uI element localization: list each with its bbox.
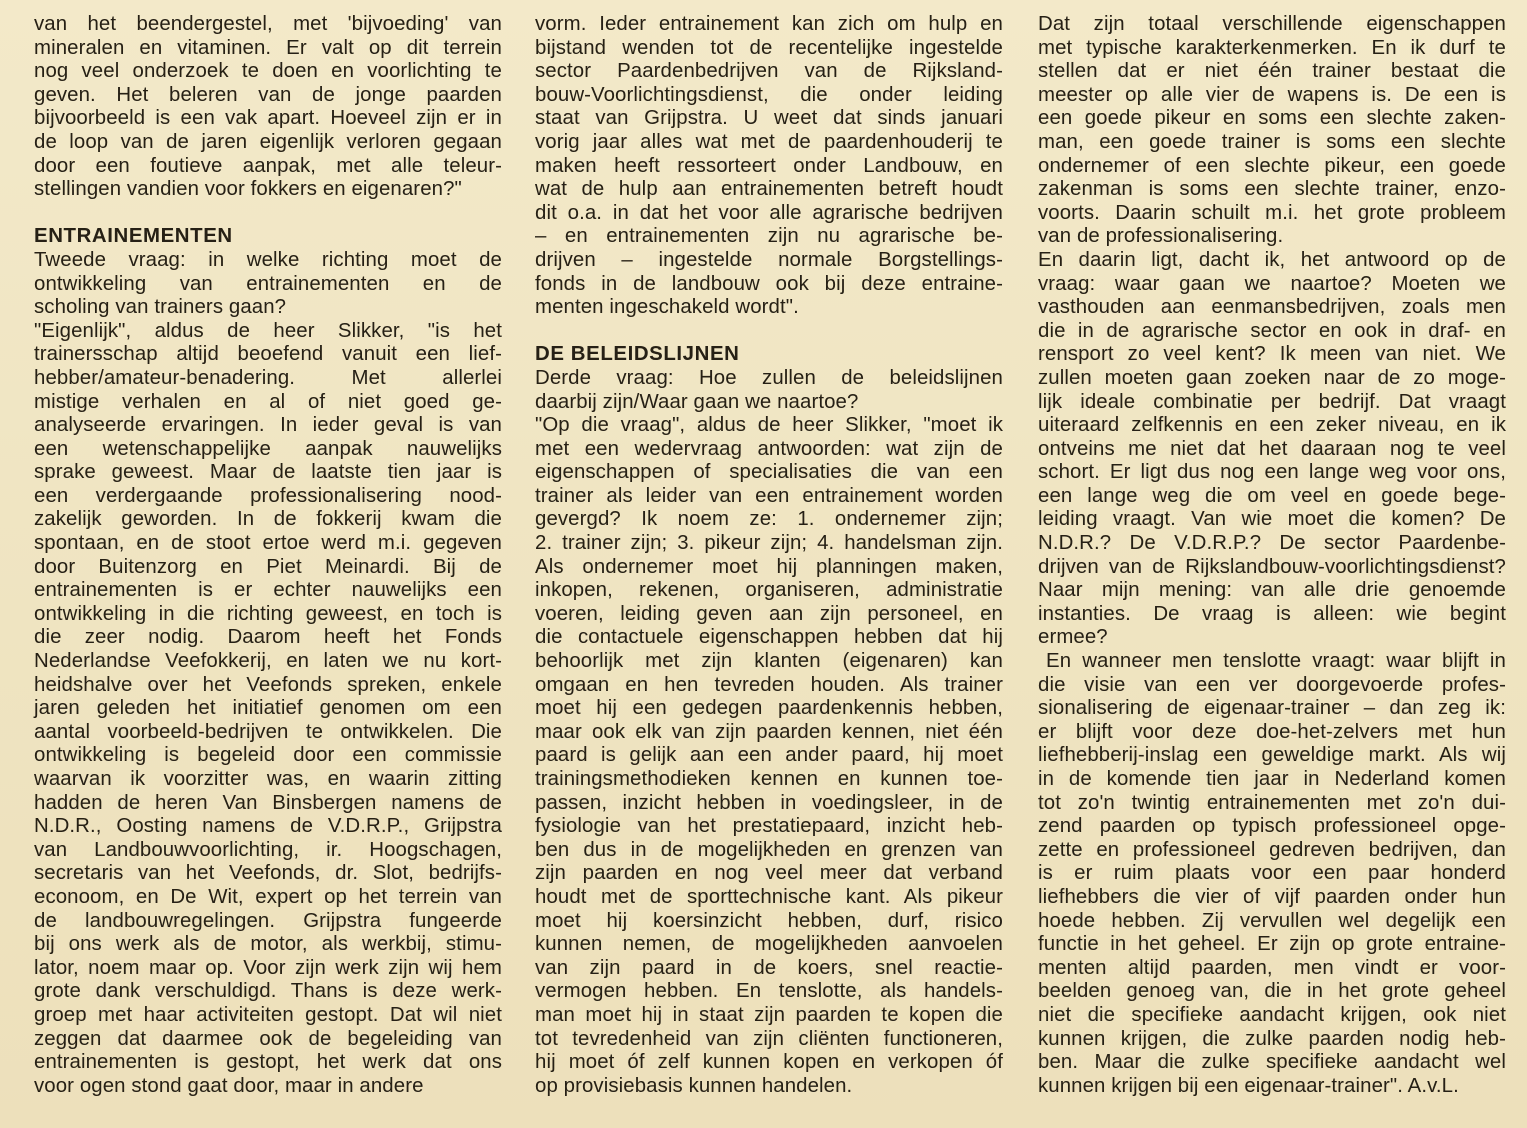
text-line: ben dus in de mogelijkheden en grenzen van	[535, 838, 1003, 861]
text-line: die visie van een ver doorgevoerde profes-	[1038, 673, 1506, 696]
text-line: ben. Maar die zulke specifieke aandacht wel	[1038, 1051, 1506, 1074]
text-line: mineralen en vitaminen. Er valt op dit terrein	[34, 36, 502, 59]
text-line: Nederlandse Veefokkerij, en laten we nu kort-	[34, 650, 502, 673]
text-line: menten altijd paarden, men vindt er voor-	[1038, 956, 1506, 979]
text-line: schort. Er ligt dus nog een lange weg voor ons,	[1038, 461, 1506, 484]
text-line: op provisiebasis kunnen handelen.	[535, 1074, 853, 1097]
text-line: zakenman is soms een slechte trainer, enzo-	[1038, 178, 1506, 201]
text-line: zette en professioneel gedreven bedrijven, dan	[1038, 838, 1506, 861]
blank-line	[34, 202, 502, 226]
text-line: vasthouden aan eenmansbedrijven, zoals men	[1038, 296, 1506, 319]
text-line: analyseerde ervaringen. In ieder geval is van	[34, 414, 502, 437]
blank-line	[535, 320, 1003, 344]
text-line: kunnen krijgen bij een eigenaar-trainer". A.v.L.	[1038, 1074, 1459, 1097]
text-line: van zijn paard in de koers, snel reactie-	[535, 956, 1003, 979]
text-line: lator, noem maar op. Voor zijn werk zijn wij hem	[34, 956, 502, 979]
text-line: Als ondernemer moet hij planningen maken,	[535, 555, 1003, 578]
text-line: jaren geleden het initiatief genomen om een	[34, 697, 502, 720]
text-line: voor ogen stond gaat door, maar in andere	[34, 1074, 424, 1097]
text-line: stellingen vandien voor fokkers en eigenaren?"	[34, 178, 462, 201]
text-line: door een foutieve aanpak, met alle teleur-	[34, 154, 502, 177]
text-line: functie in het geheel. Er zijn op grote entraine-	[1038, 933, 1506, 956]
text-line: rensport zo veel kent? Ik meen van niet. We	[1038, 343, 1506, 366]
text-line: aantal voorbeeld-bedrijven te ontwikkelen. Die	[34, 720, 502, 743]
text-line: hoede hebben. Zij vervullen wel degelijk een	[1038, 909, 1506, 932]
text-line: ermee?	[1038, 626, 1108, 649]
text-line: die contactuele eigenschappen hebben dat hij	[535, 626, 1003, 649]
text-line: tot zo'n twintig entrainementen met zo'n dui-	[1038, 791, 1506, 814]
text-line: Naar mijn mening: van alle drie genoemde	[1038, 579, 1506, 602]
column-1	[34, 13, 502, 1098]
text-line: gevergd? Ik noem ze: 1. ondernemer zijn;	[535, 508, 1003, 531]
text-line: Dat zijn totaal verschillende eigenschappen	[1038, 13, 1506, 35]
text-line: de landbouwregelingen. Grijpstra fungeerde	[34, 909, 502, 932]
text-line: fysiologie van het prestatiepaard, inzicht heb-	[535, 815, 1003, 838]
text-line: ontveins me niet dat het daaraan nog te veel	[1038, 437, 1506, 460]
text-line: meester op alle vier de wapens is. De een is	[1038, 83, 1506, 106]
text-line: behoorlijk met zijn klanten (eigenaren) kan	[535, 650, 1003, 673]
text-line: moet hij koersinzicht hebben, durf, risico	[535, 909, 1003, 932]
text-line: van Landbouwvoorlichting, ir. Hoogschagen,	[34, 838, 502, 861]
text-line: geven. Het beleren van de jonge paarden	[34, 83, 502, 106]
text-line: liefhebbers die vier of vijf paarden onder hun	[1038, 885, 1506, 908]
text-line: inkopen, rekenen, organiseren, administratie	[535, 579, 1003, 602]
text-line: sionalisering de eigenaar-trainer – dan zeg ik:	[1038, 697, 1506, 720]
text-line: voeren, leiding geven aan zijn personeel, en	[535, 602, 1003, 625]
text-line: "Op die vraag", aldus de heer Slikker, "moet ik	[535, 414, 1003, 437]
text-line: grote dank verschuldigd. Thans is deze werk-	[34, 980, 502, 1003]
text-line: leiding vraagt. Van wie moet die komen? De	[1038, 508, 1506, 531]
text-line: mistige verhalen en al of niet goed ge-	[34, 390, 502, 413]
text-line: die in de agrarische sector en ook in draf- en	[1038, 319, 1506, 342]
text-line: moet hij een gedegen paardenkennis hebben,	[535, 697, 1003, 720]
text-line: trainersschap altijd beoefend vanuit een lief-	[34, 343, 502, 366]
text-line: bijvoorbeeld is een vak apart. Hoeveel zijn er in	[34, 107, 502, 130]
text-line: een wetenschappelijke aanpak nauwelijks	[34, 437, 502, 460]
text-line: daarbij zijn/Waar gaan we naartoe?	[535, 390, 859, 413]
text-line: menten ingeschakeld wordt".	[535, 296, 799, 319]
text-line: passen, inzicht hebben in voedingsleer, in de	[535, 791, 1003, 814]
text-line: sprake geweest. Maar de laatste tien jaar is	[34, 461, 502, 484]
text-line: tot tevredenheid van zijn cliënten functioneren,	[535, 1027, 1003, 1050]
text-line: fonds in de landbouw ook bij deze entraine-	[535, 272, 1003, 295]
text-line: hadden de heren Van Binsbergen namens de	[34, 791, 502, 814]
text-line: nog veel onderzoek te doen en voorlichting te	[34, 60, 502, 83]
text-line: de loop van de jaren eigenlijk verloren gegaan	[34, 130, 502, 153]
text-line: vermogen hebben. En tenslotte, als handels-	[535, 980, 1003, 1003]
column-3	[1038, 13, 1506, 1098]
text-line: sector Paardenbedrijven van de Rijksland-	[535, 60, 1003, 83]
text-line: omgaan en hen tevreden houden. Als trainer	[535, 673, 1003, 696]
text-line: – en entrainementen zijn nu agrarische be-	[535, 225, 1003, 248]
text-line: een lange weg die om veel en goede bege-	[1038, 484, 1506, 507]
text-line: kunnen nemen, de mogelijkheden aanvoelen	[535, 933, 1003, 956]
text-line: niet die specifieke aandacht krijgen, ook niet	[1038, 1003, 1506, 1026]
text-line: bouw-Voorlichtingsdienst, die onder leiding	[535, 83, 1003, 106]
text-line: staat van Grijpstra. U weet dat sinds januari	[535, 107, 1003, 130]
text-line: Tweede vraag: in welke richting moet de	[34, 248, 502, 271]
text-line: uiteraard zelfkennis en een zeker niveau, en ik	[1038, 414, 1506, 437]
text-line: N.D.R., Oosting namens de V.D.R.P., Grijpstra	[34, 815, 502, 838]
text-line: van het beendergestel, met 'bijvoeding' van	[34, 13, 502, 35]
text-line: man, een goede trainer is soms een slechte	[1038, 130, 1506, 153]
text-line: eigenschappen of specialisaties die van een	[535, 461, 1003, 484]
text-line: van de professionalisering.	[1038, 225, 1284, 248]
text-line: instanties. De vraag is alleen: wie begint	[1038, 602, 1506, 625]
text-line: hebber/amateur-benadering. Met allerlei	[34, 366, 502, 389]
text-line: door Buitenzorg en Piet Meinardi. Bij de	[34, 555, 502, 578]
text-line: "Eigenlijk", aldus de heer Slikker, "is het	[34, 319, 502, 342]
text-line: secretaris van het Veefonds, dr. Slot, bedrijfs-	[34, 862, 502, 885]
text-line: hij moet óf zelf kunnen kopen en verkopen óf	[535, 1051, 1003, 1074]
section-heading: ENTRAINEMENTEN	[34, 225, 233, 248]
text-line: spontaan, en de stoot ertoe werd m.i. gegeven	[34, 532, 502, 555]
text-line: N.D.R.? De V.D.R.P.? De sector Paardenbe-	[1038, 532, 1506, 555]
text-line: beelden genoeg van, die in het grote geheel	[1038, 980, 1506, 1003]
text-line: En wanneer men tenslotte vraagt: waar blijft in	[1046, 650, 1506, 673]
text-line: zullen moeten gaan zoeken naar de zo moge-	[1038, 366, 1506, 389]
text-line: ondernemer of een slechte pikeur, een goede	[1038, 154, 1506, 177]
text-line: vorm. Ieder entrainement kan zich om hulp en	[535, 13, 1003, 35]
text-line: dit o.a. in dat het voor alle agrarische bedrijven	[535, 201, 1003, 224]
text-line: scholing van trainers gaan?	[34, 296, 287, 319]
text-line: een verdergaande professionalisering nood-	[34, 484, 502, 507]
column-2	[535, 13, 1003, 1098]
text-line: maar ook elk van zijn paarden kennen, niet één	[535, 720, 1003, 743]
text-line: ontwikkeling in die richting geweest, en toch is	[34, 602, 502, 625]
text-line: trainingsmethodieken kennen en kunnen toe-	[535, 768, 1003, 790]
text-line: is er ruim plaats voor een paar honderd	[1038, 862, 1506, 885]
text-line: vorig jaar alles wat met de paardenhouderij te	[535, 130, 1003, 153]
text-line: met typische karakterkenmerken. En ik durf te	[1038, 36, 1506, 59]
text-line: vraag: waar gaan we naartoe? Moeten we	[1038, 272, 1506, 295]
text-line: liefhebberij-inslag een geweldige markt. Als wij	[1038, 744, 1506, 767]
text-line: een goede pikeur en soms een slechte zaken-	[1038, 107, 1506, 130]
text-line: maken heeft ressorteert onder Landbouw, en	[535, 154, 1003, 177]
text-line: econoom, en De Wit, expert op het terrein van	[34, 885, 502, 908]
text-line: groep met haar activiteiten gestopt. Dat wil niet	[34, 1003, 502, 1026]
text-line: drijven van de Rijkslandbouw-voorlichtingsdienst?	[1038, 555, 1506, 578]
text-line: drijven – ingestelde normale Borgstellings-	[535, 248, 1003, 271]
text-line: lijk ideale combinatie per bedrijf. Dat vraagt	[1038, 390, 1506, 413]
text-line: zakelijk geworden. In de fokkerij kwam die	[34, 508, 502, 531]
text-line: houdt met de sporttechnische kant. Als pikeur	[535, 885, 1003, 908]
text-line: 2. trainer zijn; 3. pikeur zijn; 4. handelsman zijn.	[535, 532, 1003, 555]
text-line: bijstand wenden tot de recentelijke ingestelde	[535, 36, 1003, 59]
text-line: stellen dat er niet één trainer bestaat die	[1038, 60, 1506, 83]
text-line: voorts. Daarin schuilt m.i. het grote probleem	[1038, 201, 1506, 224]
text-line: ontwikkeling van entrainementen en de	[34, 272, 502, 295]
text-line: bij ons werk als de motor, als werkbij, stimu-	[34, 933, 502, 956]
text-line: er blijft voor deze doe-het-zelvers met hun	[1038, 720, 1506, 743]
text-line: ontwikkeling is begeleid door een commissie	[34, 744, 502, 767]
text-line: met een wedervraag antwoorden: wat zijn de	[535, 437, 1003, 460]
text-line: zijn paarden en nog veel meer dat verband	[535, 862, 1003, 885]
text-line: in de komende tien jaar in Nederland komen	[1038, 768, 1506, 790]
text-line: heidshalve over het Veefonds spreken, enkele	[34, 673, 502, 696]
text-line: entrainementen is er echter nauwelijks een	[34, 579, 502, 602]
section-heading: DE BELEIDSLIJNEN	[535, 343, 740, 366]
text-line: entrainementen is gestopt, het werk dat ons	[34, 1051, 502, 1074]
text-line: paard is gelijk aan een ander paard, hij moet	[535, 744, 1003, 767]
text-line: En daarin ligt, dacht ik, het antwoord op de	[1038, 248, 1506, 271]
text-line: man moet hij in staat zijn paarden te kopen die	[535, 1003, 1003, 1026]
text-line: trainer als leider van een entrainement worden	[535, 484, 1003, 507]
text-line: die zeer nodig. Daarom heeft het Fonds	[34, 626, 502, 649]
text-line: zeggen dat daarmee ook de begeleiding van	[34, 1027, 502, 1050]
text-line: Derde vraag: Hoe zullen de beleidslijnen	[535, 366, 1003, 389]
text-line: kunnen krijgen, die zulke paarden nodig heb-	[1038, 1027, 1506, 1050]
text-line: wat de hulp aan entrainementen betreft houdt	[535, 178, 1003, 201]
text-line: zend paarden op typisch professioneel opge-	[1038, 815, 1506, 838]
text-line: waarvan ik voorzitter was, en waarin zitting	[34, 768, 502, 790]
